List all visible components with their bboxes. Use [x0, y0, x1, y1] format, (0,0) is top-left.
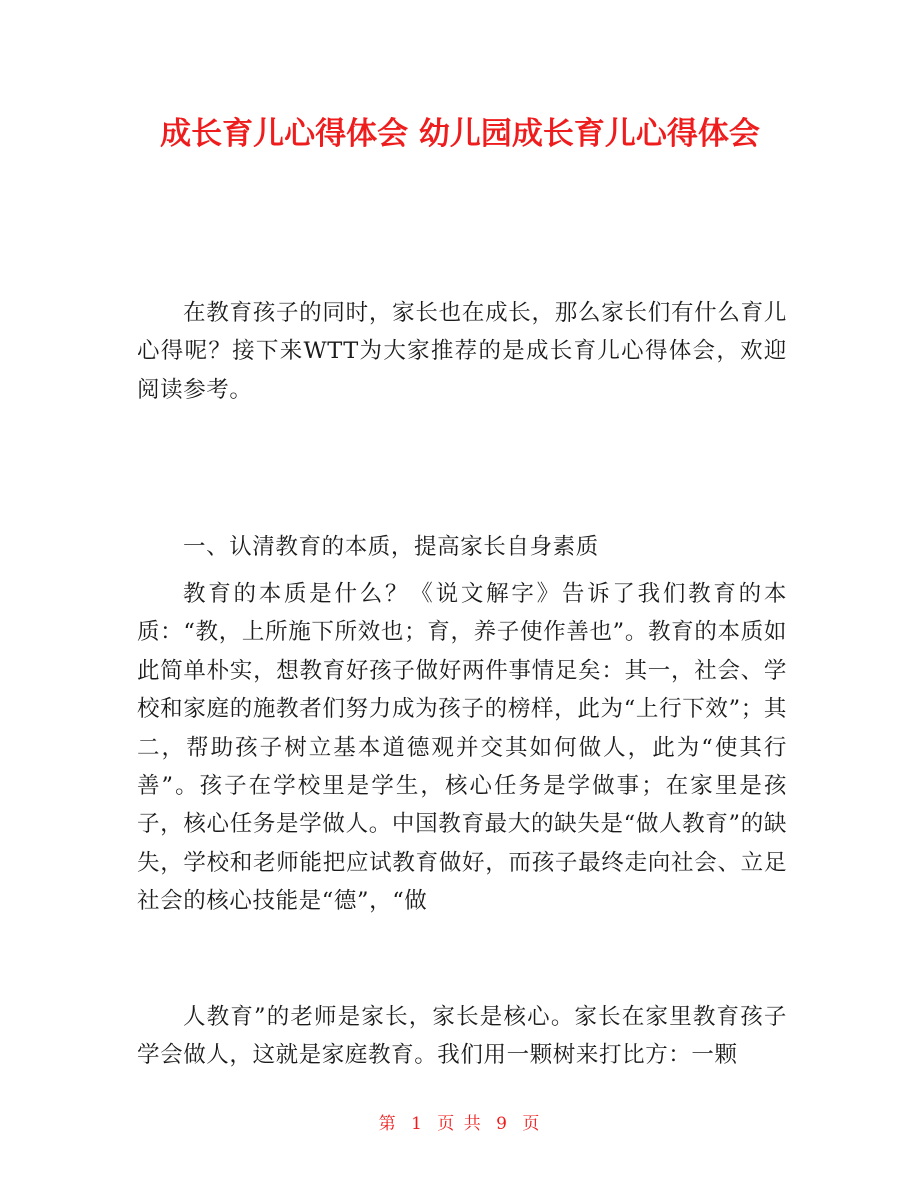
footer-suffix: 页 [522, 1114, 542, 1134]
body-paragraph-2: 人教育”的老师是家长，家长是核心。家长在家里教育孩子学会做人，这就是家庭教育。我们用一颗树来打比方：一颗 [137, 1004, 787, 1069]
document-title: 成长育儿心得体会 幼儿园成长育儿心得体会 [160, 116, 760, 152]
page-footer [0, 1112, 920, 1136]
footer-current-page: 1 [411, 1114, 424, 1134]
footer-middle: 页 共 [437, 1114, 483, 1134]
section-heading: 一、认清教育的本质，提高家长自身素质 [183, 534, 599, 560]
intro-paragraph: 在教育孩子的同时，家长也在成长，那么家长们有什么育儿心得呢？接下来WTT为大家推荐的是成长育儿心得体会，欢迎阅读参考。 [137, 300, 787, 403]
footer-prefix: 第 [378, 1114, 398, 1134]
body-paragraph-1: 教育的本质是什么？《说文解字》告诉了我们教育的本质：“教，上所施下所效也；育，养子使作善也”。教育的本质如此简单朴实，想教育好孩子做好两件事情足矣：其一，社会、学校和家庭的施教者们努力成为孩子的榜样，此为“上行下效”；其二，帮助孩子树立基本道德观并交其如何做人，此为“使其行善”。孩子在学校里是学生，核心任务是学做事；在家里是孩子，核心任务是学做人。中国教育最大的缺失是“做人教育”的缺失，学校和老师能把应试教育做好，而孩子最终走向社会、立足社会的核心技能是“德”，“做 [137, 581, 787, 915]
footer-total-pages: 9 [496, 1114, 509, 1134]
